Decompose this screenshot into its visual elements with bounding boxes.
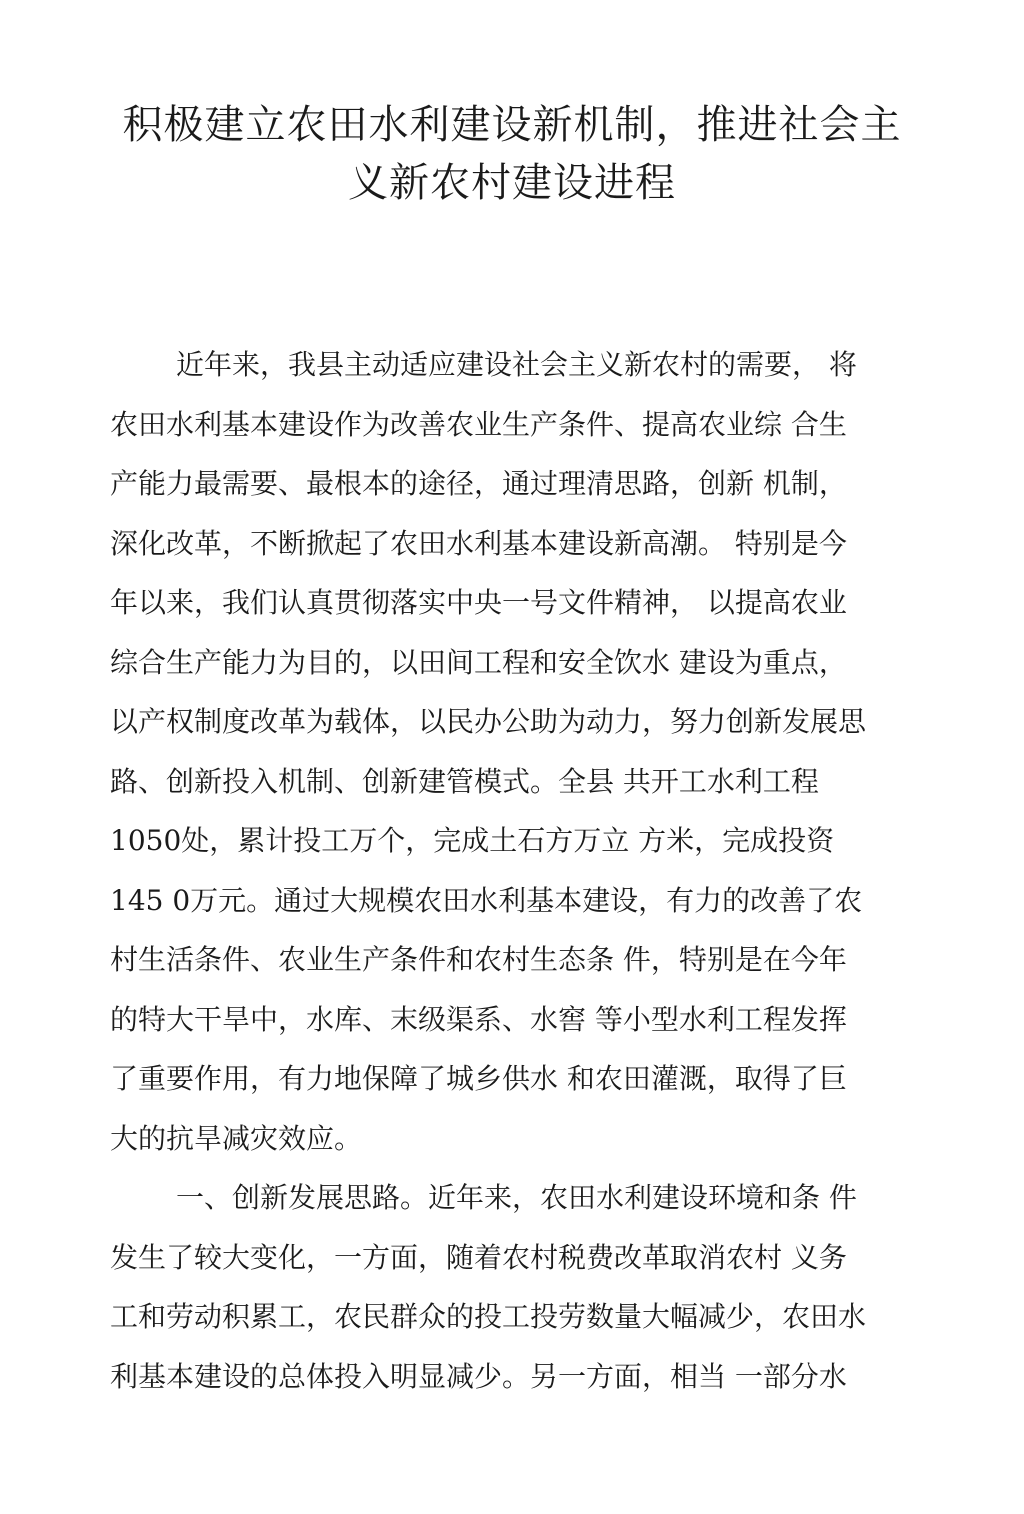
document-title [100, 96, 924, 212]
paragraph-1 [110, 335, 910, 1168]
text-line: 了重要作用，有力地保障了城乡供水 和农田灌溉，取得了巨 [110, 1062, 847, 1095]
title-line-2: 义新农村建设进程 [348, 160, 676, 206]
text-line: 路、创新投入机制、创新建管模式。全县 共开工水利工程 [110, 764, 819, 798]
text-line: 的特大干旱中，水库、末级渠系、水窖 等小型水利工程发挥 [110, 1002, 847, 1036]
text-line: 近年来，我县主动适应建设社会主义新农村的需要， 将 [176, 348, 857, 381]
text-line: 深化改革，不断掀起了农田水利基本建设新高潮。 特别是今 [110, 526, 847, 560]
text-line: 农田水利基本建设作为改善农业生产条件、提高农业综 合生 [110, 407, 847, 441]
text-line: 一、创新发展思路。近年来，农田水利建设环境和条 件 [176, 1181, 857, 1214]
text-line: 以产权制度改革为载体，以民办公助为动力，努力创新发展思 [110, 705, 867, 738]
paragraph-2 [110, 1168, 910, 1406]
title-line-1: 积极建立农田水利建设新机制，推进社会主 [122, 102, 902, 148]
text-line: 利基本建设的总体投入明显减少。另一方面，相当 一部分水 [110, 1359, 847, 1393]
text-line: 发生了较大变化，一方面，随着农村税费改革取消农村 义务 [110, 1240, 847, 1274]
document-body [110, 335, 910, 1406]
text-line: 大的抗旱减灾效应。 [110, 1121, 363, 1155]
text-line: 综合生产能力为目的，以田间工程和安全饮水 建设为重点， [110, 645, 847, 679]
text-line: 145 0万元。通过大规模农田水利基本建设，有力的改善了农 [110, 883, 863, 917]
text-line: 1050处，累计投工万个，完成土石方万立 方米，完成投资 [110, 824, 835, 857]
text-line: 工和劳动积累工，农民群众的投工投劳数量大幅减少，农田水 [110, 1300, 867, 1333]
text-line: 村生活条件、农业生产条件和农村生态条 件，特别是在今年 [110, 943, 847, 976]
text-line: 年以来，我们认真贯彻落实中央一号文件精神， 以提高农业 [110, 586, 847, 619]
text-line: 产能力最需要、最根本的途径，通过理清思路，创新 机制， [110, 467, 847, 500]
